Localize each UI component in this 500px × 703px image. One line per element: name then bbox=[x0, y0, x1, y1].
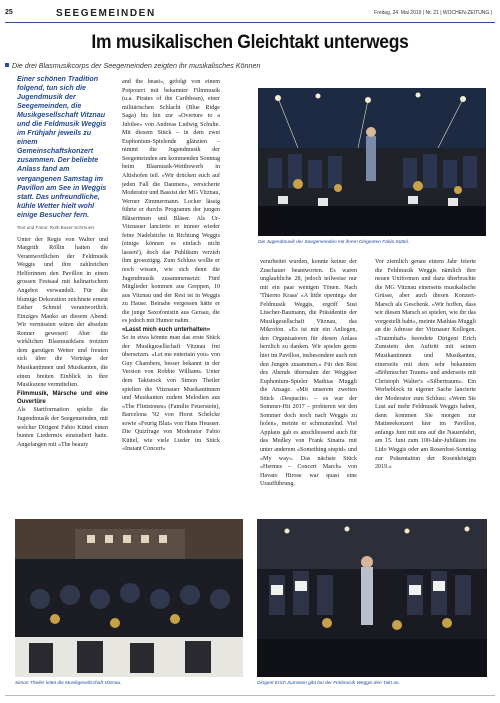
column-4 bbox=[375, 258, 476, 472]
photo-youth-band bbox=[258, 88, 486, 236]
author-credit: Text und Fotos: Ruth Buser-Schreurer bbox=[17, 224, 95, 230]
section-title: SEEGEMEINDEN bbox=[56, 8, 156, 19]
column-2 bbox=[122, 78, 220, 454]
page-number: 25 bbox=[5, 9, 13, 16]
issue-meta: Freitag, 24. Mai 2019 | Nr. 21 | WOCHEN-ZEITUNG | bbox=[374, 10, 492, 16]
subheadline-text: Die drei Blasmusikcorps der Seegemeinden zeigten ihr musikalisches Können bbox=[12, 61, 261, 70]
photo-mg-vitznau bbox=[15, 519, 243, 677]
body-paragraph: verarbeitet wurden, konnte keiner der Zuschauer beantworten. Es waren unglaubliche 28, jedoch teilweise nur mit ein paar wenigen Tönen. Nach 'Thierno Kraas' «A little opening» der Feldmusik Weggis, ergriff Susi Lüscher-Baumann, die Präsidentin der Musikgesellschaft Vitznau, das Mikrofon. «Es ist mir ein Anliegen, den Organisatoren für diesen Anlass herzlich zu danken. Wir spielen gerne hier im Pavillon, insbesondere auch mit den Jungen zusammen.» Für den Rest des Abends übernahm der Weggiser Euphonium-Spieler Mathias Muggli die Ansage. «Mit unserem zweiten Stück ‹Despacito› – es war der Sommer-Hit 2017 – probieren wir den Sommer doch noch nach Weggis zu holen», meinte er schmunzelnd. Viel Applaus gab es anschliessend auch für das Medley von Frank Sinatra mit unter anderem «Something stupid» und «My way». Das nächste Stück «Hermes – Concert March» von Havato Hirose war quasi eine Uraufführung. bbox=[260, 259, 357, 488]
column-1 bbox=[17, 75, 108, 449]
bullet-square-icon bbox=[5, 63, 9, 67]
column-3 bbox=[260, 258, 357, 489]
photo-feldmusik-weggis bbox=[257, 519, 487, 677]
photo-caption: Dirigent Erich Zumstein gibt bei der Feldmusik Weggis den Takt an. bbox=[257, 681, 400, 686]
photo-caption: Die Jugendmusik der Seegemeinden mit ihrem Dirigenten Fabio Küttel. bbox=[258, 240, 410, 245]
body-paragraph: Unter der Regie von Walter und Margrith Röllin hatten die Verantwortlichen der Feldmusik Weggis und ihre zahlreichen Helferinnen den Pavillon in einen grossen Festsaal mit kulinarischem Angebot verwandelt. Für die blumige Dekoration zeichnete erneut Esther Schmid verantwortlich. Einziges Manko an diesem Abend: Wir vermissten wären der absolute Renner gewesen! Aber die wirklichen Blasmusikfans trotzten dem garstigen Wetter und freuten sich über die Vorträge der Musikantinnen und Musikanten, die einen breiten Einblick in ihre Musikszene vermittelten. bbox=[17, 236, 108, 389]
header-rule bbox=[5, 22, 495, 23]
article-headline: Im musikalischen Gleichtakt unterwegs bbox=[91, 32, 409, 53]
body-paragraph: So in etwa könnte man das erste Stück der Musikgesellschaft Vitznau frei übersetzen. «Let me entertain you» von Guy Chambers, besser bekannt in der Version von Robbie Williams. Unter dem Taktstock von Simon Theiler spielten die Vitznauer Musikantinnen und Musikanten zudem Melodien aus «The Flintstones» (Familie Feuerstein), Barcelona '92 von Horst Schelcke sowie «Feurig Blut» von Hans Heusser. Die Quizfrage von Moderator Fabio Küttel, wie viele Lieder im Stück «Instant Concert» bbox=[122, 335, 220, 453]
article-intro: Einer schönen Tradition folgend, tun sich die Jugendmusik der Seegemeinden, die Musikgesellschaft Vitznau und die Feldmusik Weggis im Frühjahr jeweils zu einem Gemeinschaftskonzert zusammen. Der beliebte Anlass fand am vergangenen Samstag im Pavillon am See in Weggis statt. Das unfreundliche, kühle Wetter hielt wohl einige Besucher fern. bbox=[17, 75, 107, 219]
photo-caption: Simon Theiler leitet die Musikgesellschaft Vitznau. bbox=[15, 681, 122, 686]
concert-photo-illustration bbox=[258, 88, 486, 236]
subheading: «Lasst mich euch unterhalten» bbox=[122, 326, 211, 333]
concert-photo-illustration bbox=[15, 519, 243, 677]
article-subheadline bbox=[5, 61, 495, 70]
subheading: Filmmusik, Märsche und eine Ouvertüre bbox=[17, 390, 108, 405]
footer-rule bbox=[5, 695, 495, 696]
concert-photo-illustration bbox=[257, 519, 487, 677]
body-paragraph: Als Startformation spielte die Jugendmusik der Seegemeinden, mit welcher Dirigent Fabio Küttel einen bunten Liedermix einstudiert hatte. Angefangen mit «The beauty bbox=[17, 407, 108, 448]
body-paragraph: Vor ziemlich genau einem Jahr feierte die Feldmusik Weggis nämlich ihre neuen Uniformen und dazu überbrachte die MG Vitznau einerseits musikalische Grüsse, aber auch diesen Konzert-Marsch als Geschenk. «Wir hoffen, dass wir diesen Marsch so spielen, wie ihr das vorgestellt habt», meinte Mathias Muggli an die Adresse der Vitznauer Kollegen. «Traumhaft» beendete Dirigent Erich Zumstein den Auftritt mit seinen Musikantinnen und Musikanten, einerseits mit dem sehr bekannten «Böhmischer Traum» und anderseits mit Christoph Walter's «Silbertraum». Ein Werbeblock in eigener Sache lancierte der Moderator zum Schluss: «Wenn Sie Lust auf mehr Feldmusik Weggis haben, dann kommen Sie morgen zur Matineekonzert hier im Pavillon, anfangs Juni mit uns auf die Nauenfahrt, am 15. Juni zum 100-Jahr-Jubiläum ins Lido Weggis oder am Rosenfest-Sonntag zur Präsentation der Rosenkönigin 2019.» bbox=[375, 259, 476, 471]
body-paragraph: and the beast», gefolgt von einem Potpourri mit bekannter Filmmusik (u.a. Pirates of the Caribbean), einer militärischen Schlacht (Blue Ridge Saga) bis hin zur «Overture to a Jubilee» von Andreas Ludwig Schulte. Mit diesem Stück – in dem zwei Euphonium-Spielende glänzten – nimmt die Jugendmusik der Seegemeinden am kommenden Sonntag beim Blasmusik-Wettbewerb in Altishofen teil. «Wir drücken euch auf jeden Fall die Daumen», versicherte Moderator und Bassist der MG Vitznau, Werner Zimmermann. Locker lässig führte er durchs Programm der jungen Bläserinnen und Bläser. Als Ur-Vitznauer lancierte er immer wieder feine Nadelstiche in Richtung Weggis (einige können es einfach nicht lassen!), doch das Publikum verzieh ihm grosszügig. Zum Schluss wollte er noch wissen, wie sich denn die Jugendmusik zusammensetzt: Fünf Mitglieder kommen aus Greppen, 10 aus Vitznau und der Rest ist in Weggis zu Hause. Beinahe vergessen hätte er die junge Saxofonistin aus Gersau, die es jedoch mit Humor nahm. bbox=[122, 79, 220, 325]
